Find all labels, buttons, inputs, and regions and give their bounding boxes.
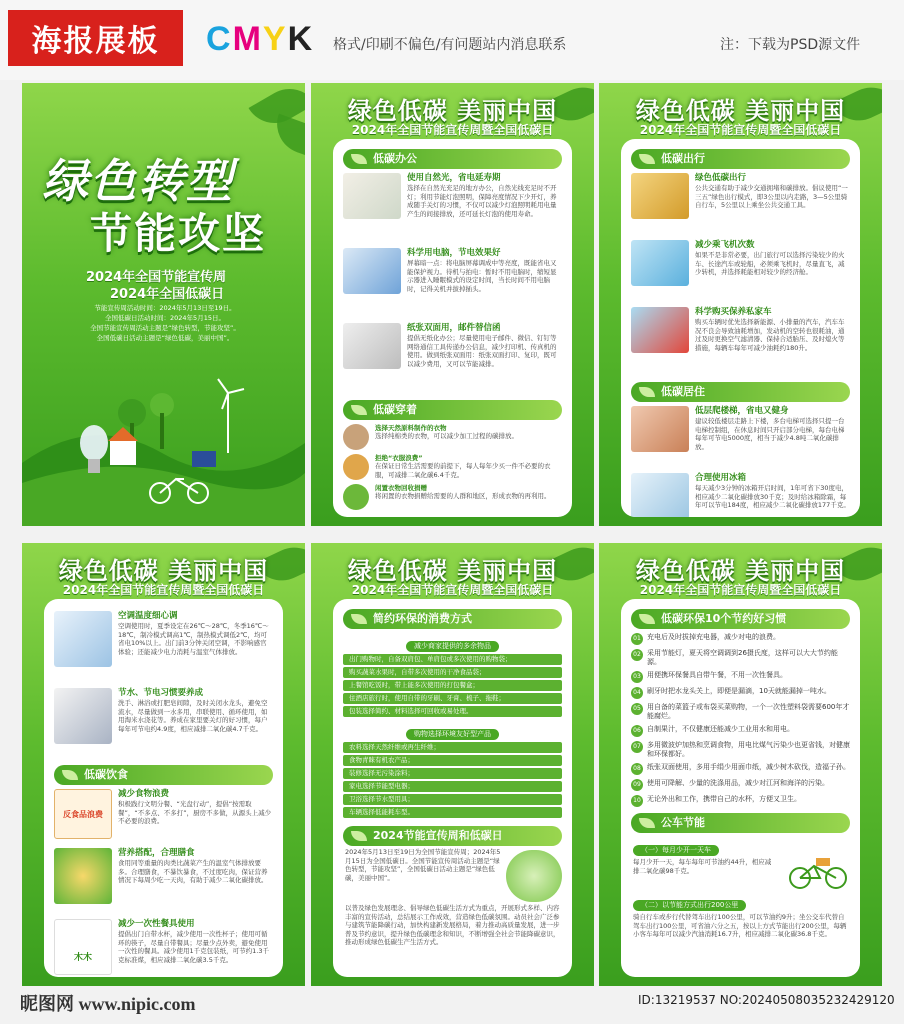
leaf-icon xyxy=(62,770,78,780)
poster-subtitle: 2024年全国节能宣传周暨全国低碳日 xyxy=(639,583,842,597)
computer-image xyxy=(343,248,401,294)
item-body: 公共交通有助于减少交通拥堵和碳排放。倡议使用“一三五”绿色出行模式，即3公里以内走路，3—5公里骑自行车，5公里以上乘坐公共交通工具。 xyxy=(695,184,848,210)
leaf-icon xyxy=(351,405,367,415)
download-note: 注：下载为PSD源文件 xyxy=(720,37,861,53)
cmyk-letter: Y xyxy=(262,20,288,58)
leaf-icon xyxy=(639,818,655,828)
subheading-pill: （一）每月少开一天车 xyxy=(633,845,719,856)
list-row: 家电选择节能型电器； xyxy=(343,781,562,792)
list-item xyxy=(343,454,562,480)
top-banner xyxy=(0,0,904,80)
watermark: 昵图网 www.nipic.com xyxy=(20,994,196,1014)
anti-food-waste-image: 反食品浪费 xyxy=(54,789,112,839)
section-header xyxy=(343,400,562,420)
item-body: 提倡出门自带水杯，减少使用一次性杯子；使用可循环的筷子，尽量自带餐具；尽量少点外卖，避免使用一次性的餐具。减少使用1千克包装纸，可节约1.3千克标准煤，相应减排二氧化碳3.5千克。 xyxy=(118,930,269,964)
item-title: 减少一次性餐具使用 xyxy=(118,919,195,929)
cover-info xyxy=(40,303,290,343)
content-card xyxy=(621,139,860,517)
poster-subtitle: 2024年全国节能宣传周暨全国低碳日 xyxy=(639,123,842,137)
item-title: 低层爬楼梯，省电又健身 xyxy=(695,406,789,416)
habit-text: 纸张双面使用，多用手绢少用面巾纸，减少树木砍伐，造福子孙。 xyxy=(647,763,850,771)
bus-image xyxy=(631,173,689,219)
list-row: 装修选择无污染涂料； xyxy=(343,768,562,779)
number-badge: 05 xyxy=(631,703,643,715)
content-card xyxy=(621,599,860,977)
person-icon xyxy=(343,454,369,480)
habit-text: 刷牙时把水龙头关上，即便是漏滴，10天就能漏掉一吨水。 xyxy=(647,687,831,695)
habit-text: 使用可降解、少量的洗涤用品，减少对江河和海洋的污染。 xyxy=(647,779,829,787)
item-title: 绿色低碳出行 xyxy=(695,173,747,183)
section-header xyxy=(631,149,850,169)
list-item xyxy=(54,919,273,977)
list-row: 车辆选择低能耗车型。 xyxy=(343,807,562,818)
cmyk-letter: K xyxy=(287,20,315,58)
item-body: 如果不是非常必要，出门旅行可以选择污染较少的火车、长途汽车或轮船，必须乘飞机时，尽量直飞，减少转机，并选择耗能相对较少的经济舱。 xyxy=(695,251,845,277)
section-title: 低碳穿着 xyxy=(373,403,417,416)
content-card xyxy=(333,139,572,517)
list-item xyxy=(343,248,562,319)
list-row: 出门购物时，自备双肩包、单肩包或多次使用的购物袋； xyxy=(343,654,562,665)
number-badge: 10 xyxy=(631,795,643,807)
poster-subtitle: 2024年全国节能宣传周暨全国低碳日 xyxy=(351,583,554,597)
cover-info-line: 全国节能宣传周活动主题是“绿色转型，节能攻坚”。 xyxy=(90,324,240,332)
poster-title: 绿色低碳 美丽中国 xyxy=(58,557,269,585)
poster-low-carbon-travel xyxy=(599,83,882,526)
poster-consumption xyxy=(311,543,594,986)
leaf-icon xyxy=(351,154,367,164)
body-paragraph: 骑自行车或步行代替驾车出行100公里，可以节油约9升；坐公交车代替自驾车出行100公里，可省油六分之五，按以上方式节能出行200公里，每辆小客车每年可以减少汽油消耗16.7升，相应减排二氧化碳36.8千克。 xyxy=(633,913,847,939)
section-title: 低碳办公 xyxy=(373,152,417,165)
item-title: 拒绝“衣服浪费” xyxy=(375,454,423,462)
habit-item xyxy=(631,671,850,683)
item-body: 选择在自然光充足的地方办公，自然光线充足时不开灯；利用节能灯泡照明，保障亮度情况下少开灯，养成随手关灯的习惯，不仅可以减少灯泡照明耗用电量产生的间接排放，还可延长灯泡的使用寿命。 xyxy=(407,184,557,218)
item-body: 积极践行文明分餐、“光盘行动”，提倡“按需取餐”，“不多点、不多打”，厨房不多做，从源头上减少不必要的浪费。 xyxy=(118,800,272,826)
poster-title: 绿色低碳 美丽中国 xyxy=(347,97,558,125)
habit-item xyxy=(631,779,850,791)
light-switch-image xyxy=(54,688,112,744)
cmyk-letter: M xyxy=(232,20,263,58)
list-item xyxy=(343,173,562,244)
cover-info-line: 节能宣传周活动时间：2024年5月13日至19日。 xyxy=(94,304,236,312)
item-body: 提倡无纸化办公；尽量使用电子邮件、微信、钉钉等网络通信工具传递办公信息，减少打印机、传真机的使用。做到纸张双面用：纸张双面打印、复印，既可以减少费用，又可以节能减排。 xyxy=(407,334,557,368)
item-body: 空调使用时，夏季设定在26℃～28℃，冬季16℃～18℃，制冷模式调高1℃，制热模式调低2℃，均可省电10%以上。出门前3分钟关闭空调，不影响感官体验；还能减少电力消耗与温室气体排放。 xyxy=(118,622,269,656)
habit-text: 用便携环保餐具自带午餐，不用一次性餐具。 xyxy=(647,671,787,679)
item-title: 闲置衣物回收捐赠 xyxy=(375,484,427,492)
poster-title: 绿色低碳 美丽中国 xyxy=(635,557,846,585)
cover-subtitle-2: 2024年全国低碳日 xyxy=(110,287,225,302)
section-header xyxy=(631,813,850,833)
item-title: 减少食物浪费 xyxy=(118,789,170,799)
item-title: 营养搭配，合理膳食 xyxy=(118,848,195,858)
list-item xyxy=(54,688,273,761)
cover-info-line: 全国低碳日活动主题是“绿色低碳，美丽中国”。 xyxy=(96,334,234,342)
body-paragraph: 以普及绿色发展理念、倡导绿色低碳生活方式为重点，开展形式多样、内容丰富的宣传活动，总结展示工作成效，营造绿色低碳氛围。动员社会广泛参与建筑节能降碳行动，加快构建新发展格局，着力推动高质量发展，进一步普及节约意识，提升绿色低碳理念和知识，不断增强全社会节能降碳意识，推动形成绿色低碳生产生活方式。 xyxy=(345,904,560,947)
habit-text: 多用微波炉加热和烹调食物，用电比煤气污染少也更省钱，对健康和环保都好。 xyxy=(647,741,850,758)
bicycle-icon xyxy=(786,856,850,890)
habit-item xyxy=(631,795,850,807)
list-row: 卫浴选择节水型用具； xyxy=(343,794,562,805)
number-badge: 06 xyxy=(631,725,643,737)
item-body: 将闲置的衣物捐赠给需要的人群和地区，形成衣物的再利用。 xyxy=(375,492,551,500)
body-paragraph: 每月少开一天，每车每年可节油约44升，相应减排二氧化碳98千克。 xyxy=(633,858,772,875)
section-title: 公车节能 xyxy=(661,816,705,829)
item-body: 建议较低楼层走路上下楼，多台电梯可选择只提一台电梯控制组，在休息时间只开启部分电梯，每台电梯每年可节电5000度，相当于减少4.8吨二氧化碳排放。 xyxy=(695,417,845,451)
section-header xyxy=(631,382,850,402)
item-body: 洗手、淋浴或打肥皂间隙，及时关闭水龙头，避免空流水，尽量做到一水多用，串联使用、循环使用，如用淘米水浇花等。养成在家里要关灯的好习惯，每户每年可节电约4.9度，相应减排二氧化碳4.7千克。 xyxy=(118,699,268,733)
item-body: 每天减少3分钟的冰箱开启时间，1年可省下30度电，相应减少二氧化碳排放30千克；及时给冰箱除霜，每年可以节电184度，相应减少二氧化碳排放177千克。 xyxy=(695,484,850,510)
item-title: 使用自然光，省电延寿期 xyxy=(407,173,501,183)
airplane-image xyxy=(631,240,689,286)
list-item xyxy=(631,307,850,378)
intro-paragraph: 2024年5月13日至19日为全国节能宣传周；2024年5月15日为全国低碳日。全国节能宣传周活动主题是“绿色转型，节能攻坚”，全国低碳日活动主题是“绿色低碳，美丽中国”。 xyxy=(345,848,501,882)
section-title: 低碳居住 xyxy=(661,385,705,398)
leaf-icon xyxy=(639,614,655,624)
item-title: 科学购买保养私家车 xyxy=(695,307,772,317)
habit-item xyxy=(631,687,850,699)
item-body: 购买车辆时优先选择新能源、小排量的汽车，汽车车况不良会导致油耗增加，发动机的空转也很耗油，通过及时更换空气滤清器、保持合适胎压、及时熄火等措施，每辆车每年可减少油耗约180升。 xyxy=(695,318,845,352)
section-header xyxy=(343,826,562,846)
section-header xyxy=(54,765,273,785)
habit-text: 充电后及时拔掉充电器，减少对电的浪费。 xyxy=(647,633,780,641)
list-item xyxy=(54,848,273,915)
habit-text: 用自备的菜篮子或布袋买菜购物，一个一次性塑料袋需要600年才能腐烂。 xyxy=(647,703,850,720)
list-item xyxy=(54,789,273,844)
number-badge: 08 xyxy=(631,763,643,775)
content-card xyxy=(44,599,283,977)
list-item xyxy=(343,484,562,510)
subheading-pill: 减少商家提供的多余物品 xyxy=(406,641,499,652)
habit-item xyxy=(631,703,850,721)
section-title: 简约环保的消费方式 xyxy=(373,612,472,625)
fridge-image xyxy=(631,473,689,517)
poster-saving-habits xyxy=(599,543,882,986)
poster-title: 绿色低碳 美丽中国 xyxy=(347,557,558,585)
habit-item xyxy=(631,741,850,759)
number-badge: 07 xyxy=(631,741,643,753)
poster-subtitle: 2024年全国节能宣传周暨全国低碳日 xyxy=(351,123,554,137)
leaf-icon xyxy=(351,831,367,841)
list-item xyxy=(631,173,850,236)
item-body: 屏幕暗一点：将电脑屏幕调成中等亮度，既能省电又能保护视力。待机与拍电：暂时不用电脑时，缩短显示器进入睡眠模式的设定时间，当长时间不用电脑时，记得关机并拔掉插头。 xyxy=(407,259,557,293)
list-item xyxy=(631,240,850,303)
list-row: 购买蔬菜水果时，自带多次使用的干净食品袋； xyxy=(343,667,562,678)
number-badge: 09 xyxy=(631,779,643,791)
section-title: 低碳出行 xyxy=(661,152,705,165)
number-badge: 03 xyxy=(631,671,643,683)
item-body: 食用同等重量的肉类比蔬菜产生的温室气体排放要多。合理膳食，不暴饮暴食，不过度吃肉，保证营养情况下每周少吃一天肉，有助于减少二氧化碳排放。 xyxy=(118,859,268,885)
content-card xyxy=(333,599,572,977)
donate-icon xyxy=(343,484,369,510)
number-badge: 02 xyxy=(631,649,643,661)
poster-cover xyxy=(22,83,305,526)
poster-title: 绿色低碳 美丽中国 xyxy=(635,97,846,125)
section-title: 低碳饮食 xyxy=(84,768,128,781)
printer-image xyxy=(343,323,401,369)
item-title: 选择天然原料制作的衣物 xyxy=(375,424,447,432)
item-title: 减少乘飞机次数 xyxy=(695,240,755,250)
list-item xyxy=(343,424,562,450)
meal-plate-image xyxy=(54,848,112,904)
cover-subtitle-1: 2024年全国节能宣传周 xyxy=(86,270,227,285)
cover-title-2: 节能攻坚 xyxy=(90,209,267,258)
format-note: 格式/印刷不偏色/有问题站内消息联系 xyxy=(333,37,567,53)
section-title: 低碳环保10个节约好习惯 xyxy=(661,612,787,625)
list-item xyxy=(631,406,850,469)
list-item xyxy=(343,323,562,394)
habit-item xyxy=(631,633,850,645)
list-item xyxy=(54,611,273,684)
section-header xyxy=(343,149,562,169)
item-title: 节水、节电习惯要养成 xyxy=(118,688,204,698)
poster-low-carbon-office xyxy=(311,83,594,526)
stairs-image xyxy=(631,406,689,452)
section-title: 2024节能宣传周和低碳日 xyxy=(373,829,503,842)
leaf-icon xyxy=(351,614,367,624)
habit-item xyxy=(631,763,850,775)
list-row: 食物青睐有机农产品； xyxy=(343,755,562,766)
leaf-icon xyxy=(639,387,655,397)
item-title: 科学用电脑，节电效果好 xyxy=(407,248,501,258)
car-image xyxy=(631,307,689,353)
number-badge: 01 xyxy=(631,633,643,645)
cmyk-letter: C xyxy=(206,20,233,58)
air-conditioner-image xyxy=(54,611,112,667)
item-title: 合理使用冰箱 xyxy=(695,473,747,483)
habit-item xyxy=(631,649,850,667)
subheading-pill: 购物选择环境友好型产品 xyxy=(406,729,499,740)
section-header xyxy=(631,609,850,629)
office-desk-image xyxy=(343,173,401,219)
poster-low-carbon-diet xyxy=(22,543,305,986)
number-badge: 04 xyxy=(631,687,643,699)
item-body: 选择纯棉类的衣物，可以减少加工过程的碳排放。 xyxy=(375,432,518,440)
cover-info-line: 全国低碳日活动时间：2024年5月15日。 xyxy=(105,314,225,322)
site-logo: 海报展板 xyxy=(8,10,183,66)
list-row: 农料选择天然纤维或再生纤维； xyxy=(343,742,562,753)
habit-text: 采用节能灯，夏天将空调调到26摄氏度，这样可以大大节约能源。 xyxy=(647,649,838,666)
subheading-pill: （二）以节能方式出行200公里 xyxy=(633,900,746,911)
list-item xyxy=(631,473,850,517)
list-row: 上餐馆吃饭时，带上能多次使用的打包餐盒； xyxy=(343,680,562,691)
chopsticks-image: 木木 xyxy=(54,919,112,975)
cover-title-1: 绿色转型 xyxy=(42,154,234,208)
list-row: 包装选择简约、材料选择可回收或易处理。 xyxy=(343,706,562,717)
cmyk-mark xyxy=(206,20,314,59)
clothing-icon xyxy=(343,424,369,450)
habit-text: 无论外出和工作，携带自己的水杯，方便又卫生。 xyxy=(647,795,801,803)
list-row: 住酒店旅行时，使用自带的牙刷、牙膏、梳子、拖鞋； xyxy=(343,693,562,704)
poster-subtitle: 2024年全国节能宣传周暨全国低碳日 xyxy=(62,583,265,597)
image-id: ID:13219537 NO:20240508035232429120 xyxy=(638,993,895,1007)
item-title: 空调温度细心调 xyxy=(118,611,178,621)
item-body: 在保证日常生活需要的前提下，每人每年少买一件不必要的衣服，可减排二氧化碳6.4千克。 xyxy=(375,462,551,479)
habit-item xyxy=(631,725,850,737)
habit-text: 自制果汁，不仅健康还能减少工业用水和用电。 xyxy=(647,725,794,733)
hand-leaf-icon xyxy=(506,850,562,902)
item-title: 纸张双面用，邮件替信函 xyxy=(407,323,501,333)
green-landscape-illustration xyxy=(22,353,305,526)
section-header xyxy=(343,609,562,629)
leaf-icon xyxy=(639,154,655,164)
